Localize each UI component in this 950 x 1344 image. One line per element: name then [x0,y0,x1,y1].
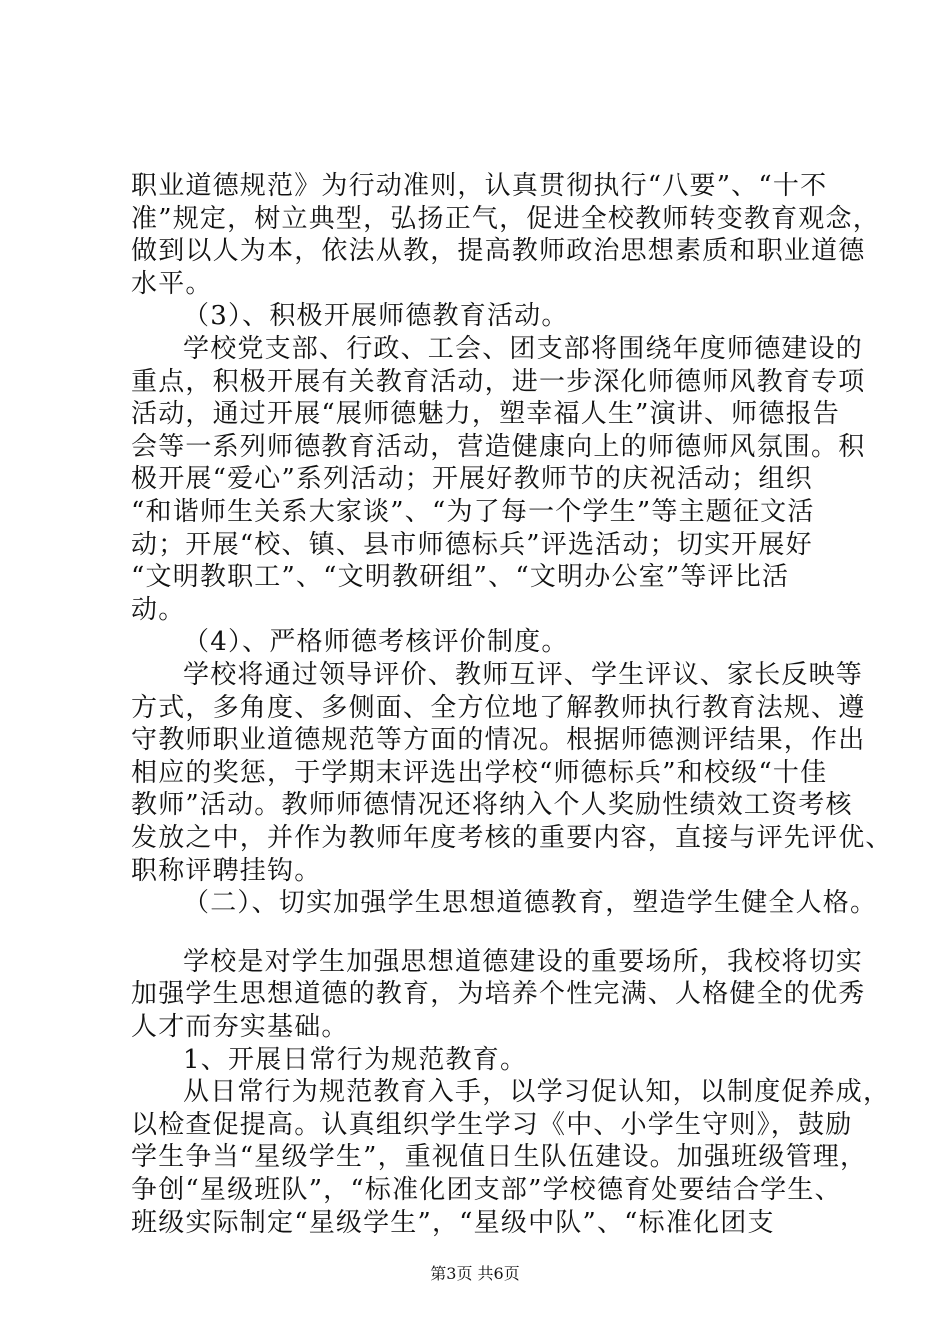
paragraph-line: 发放之中，并作为教师年度考核的重要内容，直接与评先评优、 [131,823,893,853]
section-heading: （二）、切实加强学生思想道德教育，塑造学生健全人格。 [183,888,878,919]
paragraph-line: 方式，多角度、多侧面、全方位地了解教师执行教育法规、遵 [131,692,866,723]
paragraph-line: 重点，积极开展有关教育活动，进一步深化师德师风教育专项 [131,366,866,397]
paragraph-line: 加强学生思想道德的教育，为培养个性完满、人格健全的优秀 [131,979,866,1010]
paragraph-line: 争创“星级班队”，“标准化团支部”学校德育处要结合学生、 [131,1175,842,1205]
paragraph-line: 准”规定，树立典型，弘扬正气，促进全校教师转变教育观念， [131,203,880,234]
paragraph-line: 学校是对学生加强思想道德建设的重要场所，我校将切实 [183,946,864,977]
paragraph-line: 人才而夯实基础。 [131,1012,349,1042]
paragraph-line: 水平。 [131,268,213,299]
paragraph-line: 从日常行为规范教育入手，以学习促认知，以制度促养成， [183,1077,891,1108]
section-heading: （3）、积极开展师德教育活动。 [183,301,569,332]
paragraph-line: 以检查促提高。认真组织学生学习《中、小学生守则》，鼓励 [131,1109,853,1140]
section-heading: （4）、严格师德考核评价制度。 [183,627,569,658]
paragraph-line: 动；开展“校、镇、县市师德标兵”评选活动；切实开展好 [131,529,813,560]
paragraph-line: 职称评聘挂钩。 [131,855,322,886]
page-number: 第3页 共6页 [430,1264,520,1283]
paragraph-line: 极开展“爱心”系列活动；开展好教师节的庆祝活动；组织 [131,464,813,495]
paragraph-line: 职业道德规范》为行动准则，认真贯彻执行“八要”、“十不 [131,171,828,201]
paragraph-line: “和谐师生关系大家谈”、“为了每一个学生”等主题征文活 [131,497,815,527]
paragraph-line: 教师”活动。教师师德情况还将纳入个人奖励性绩效工资考核 [131,790,853,821]
paragraph-line: 学校将通过领导评价、教师互评、学生评议、家长反映等 [183,660,864,690]
paragraph-line: “文明教职工”、“文明教研组”、“文明办公室”等评比活 [131,562,790,593]
paragraph-line: 班级实际制定“星级学生”，“星级中队”、“标准化团支 [131,1207,775,1238]
paragraph-line: 动。 [131,594,186,625]
paragraph-line: 会等一系列师德教育活动，营造健康向上的师德师风氛围。积 [131,431,866,462]
paragraph-line: 学生争当“星级学生”，重视值日生队伍建设。加强班级管理， [131,1142,868,1173]
paragraph-line: 学校党支部、行政、工会、团支部将围绕年度师德建设的 [183,334,864,364]
paragraph-line: 做到以人为本，依法从教，提高教师政治思想素质和职业道德 [131,236,866,267]
section-heading: 1、开展日常行为规范教育。 [183,1044,528,1075]
paragraph-line: 守教师职业道德规范等方面的情况。根据师德测评结果，作出 [131,725,866,756]
paragraph-line: 活动，通过开展“展师德魅力，塑幸福人生”演讲、师德报告 [131,399,840,430]
paragraph-line: 相应的奖惩，于学期末评选出学校“师德标兵”和校级“十佳 [131,757,828,788]
